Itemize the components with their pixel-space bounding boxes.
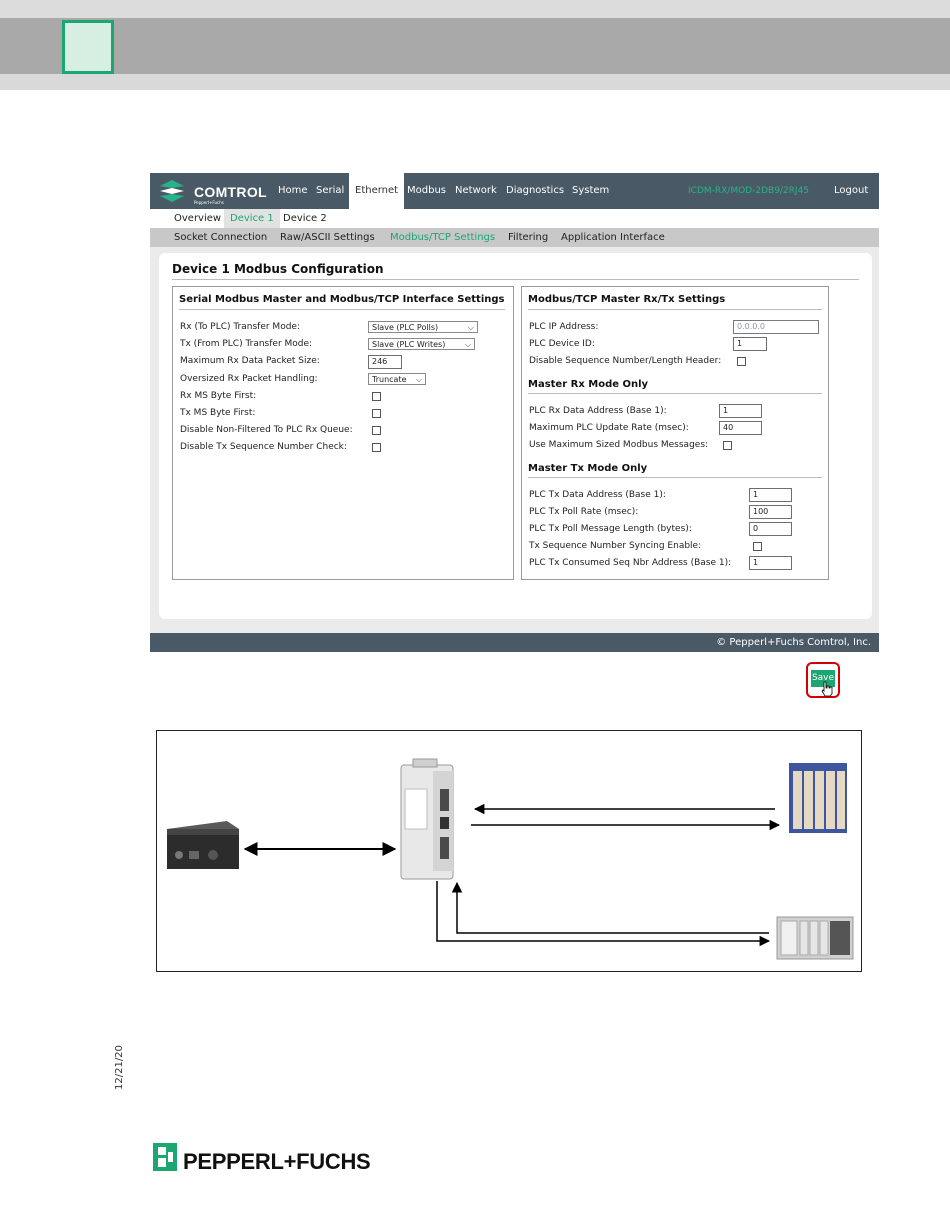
save-highlight bbox=[806, 662, 840, 698]
subnav-filtering[interactable]: Filtering bbox=[508, 232, 549, 243]
network-diagram bbox=[156, 730, 862, 972]
tx-section-divider bbox=[528, 477, 822, 478]
header-bottom-strip bbox=[0, 74, 950, 90]
gateway-device-icon bbox=[401, 759, 453, 879]
rx-mode-label: Rx (To PLC) Transfer Mode: bbox=[180, 322, 300, 332]
tab-overview[interactable]: Overview bbox=[174, 213, 222, 224]
top-navbar bbox=[150, 173, 879, 209]
disable-txseq-checkbox[interactable] bbox=[372, 443, 381, 452]
nav-system[interactable]: System bbox=[572, 185, 610, 196]
poll-length-input[interactable]: 0 bbox=[749, 522, 792, 536]
header-top-strip bbox=[0, 0, 950, 18]
plc-device-id-label: PLC Device ID: bbox=[529, 339, 595, 349]
subnav-modbus-tcp[interactable]: Modbus/TCP Settings bbox=[390, 232, 496, 243]
disable-nonfiltered-label: Disable Non-Filtered To PLC Rx Queue: bbox=[180, 425, 353, 435]
chevron-down-icon: ⌵ bbox=[464, 340, 471, 349]
seq-sync-checkbox[interactable] bbox=[753, 542, 762, 551]
seq-sync-label: Tx Sequence Number Syncing Enable: bbox=[529, 541, 702, 551]
settings-subnav bbox=[150, 228, 879, 247]
poll-rate-label: PLC Tx Poll Rate (msec): bbox=[529, 507, 639, 517]
rx-mode-select[interactable] bbox=[368, 321, 478, 333]
max-rx-input[interactable]: 246 bbox=[368, 355, 402, 369]
tcp-master-panel bbox=[521, 286, 829, 580]
nav-network[interactable]: Network bbox=[455, 185, 497, 196]
oversized-label: Oversized Rx Packet Handling: bbox=[180, 374, 318, 384]
serial-settings-panel bbox=[172, 286, 514, 580]
left-panel-title: Serial Modbus Master and Modbus/TCP Interface Settings bbox=[179, 294, 505, 305]
plc-device-id-input[interactable]: 1 bbox=[733, 337, 767, 351]
pepperl-fuchs-logo-icon bbox=[153, 1143, 177, 1171]
disable-nonfiltered-checkbox[interactable] bbox=[372, 426, 381, 435]
serial-device-icon bbox=[167, 821, 239, 869]
page-title: Device 1 Modbus Configuration bbox=[172, 262, 384, 276]
nav-ethernet[interactable]: Ethernet bbox=[349, 173, 404, 209]
right-panel-title: Modbus/TCP Master Rx/Tx Settings bbox=[528, 294, 726, 305]
brand-name: COMTROL bbox=[194, 184, 267, 200]
rx-section-divider bbox=[528, 393, 822, 394]
nav-diagnostics[interactable]: Diagnostics bbox=[506, 185, 565, 196]
max-update-rate-label: Maximum PLC Update Rate (msec): bbox=[529, 423, 689, 433]
logout-link[interactable]: Logout bbox=[834, 185, 869, 196]
disable-seq-label: Disable Sequence Number/Length Header: bbox=[529, 356, 722, 366]
tab-device-1[interactable]: Device 1 bbox=[224, 209, 280, 228]
rx-ms-label: Rx MS Byte First: bbox=[180, 391, 257, 401]
company-name: PEPPERL+FUCHS bbox=[183, 1149, 371, 1174]
disable-txseq-label: Disable Tx Sequence Number Check: bbox=[180, 442, 347, 452]
device-tabs bbox=[150, 209, 879, 228]
tx-mode-value: Slave (PLC Writes) bbox=[372, 340, 446, 349]
subnav-application-interface[interactable]: Application Interface bbox=[561, 232, 665, 243]
chevron-down-icon: ⌵ bbox=[415, 375, 422, 384]
plc-ip-input[interactable]: 0.0.0.0 bbox=[733, 320, 819, 334]
oversized-value: Truncate bbox=[372, 375, 407, 384]
hand-cursor-icon bbox=[820, 681, 834, 697]
oversized-select[interactable] bbox=[368, 373, 426, 385]
left-panel-divider bbox=[179, 309, 505, 310]
nav-modbus[interactable]: Modbus bbox=[407, 185, 446, 196]
consumed-seq-input[interactable]: 1 bbox=[749, 556, 792, 570]
footer-bar bbox=[150, 633, 879, 652]
use-max-checkbox[interactable] bbox=[723, 441, 732, 450]
diagram-drawing bbox=[157, 731, 861, 971]
tab-device-2[interactable]: Device 2 bbox=[283, 213, 327, 224]
rx-mode-section-title: Master Rx Mode Only bbox=[528, 379, 649, 390]
comtrol-logo bbox=[158, 178, 278, 204]
copyright: © Pepperl+Fuchs Comtrol, Inc. bbox=[716, 637, 871, 648]
disable-seq-checkbox[interactable] bbox=[737, 357, 746, 366]
brand-sub: Pepperl+Fuchs bbox=[194, 200, 224, 205]
tx-ms-checkbox[interactable] bbox=[372, 409, 381, 418]
header-band bbox=[0, 18, 950, 74]
rx-address-input[interactable]: 1 bbox=[719, 404, 762, 418]
revision-date: 12/21/20 bbox=[114, 1045, 125, 1090]
tx-mode-label: Tx (From PLC) Transfer Mode: bbox=[180, 339, 313, 349]
use-max-label: Use Maximum Sized Modbus Messages: bbox=[529, 440, 709, 450]
device-name: ICDM-RX/MOD-2DB9/2RJ45 bbox=[688, 186, 810, 196]
tx-ms-label: Tx MS Byte First: bbox=[180, 408, 256, 418]
max-rx-label: Maximum Rx Data Packet Size: bbox=[180, 356, 320, 366]
chevron-down-icon: ⌵ bbox=[467, 323, 474, 332]
rx-mode-value: Slave (PLC Polls) bbox=[372, 323, 439, 332]
controller-rack-icon bbox=[777, 917, 853, 959]
subnav-socket-connection[interactable]: Socket Connection bbox=[174, 232, 268, 243]
poll-rate-input[interactable]: 100 bbox=[749, 505, 792, 519]
rx-ms-checkbox[interactable] bbox=[372, 392, 381, 401]
chapter-marker bbox=[62, 20, 114, 74]
comtrol-logo-icon bbox=[158, 178, 186, 204]
tx-address-input[interactable]: 1 bbox=[749, 488, 792, 502]
poll-length-label: PLC Tx Poll Message Length (bytes): bbox=[529, 524, 692, 534]
max-update-rate-input[interactable]: 40 bbox=[719, 421, 762, 435]
web-ui-screenshot bbox=[150, 173, 879, 683]
save-button[interactable]: Save bbox=[811, 670, 835, 687]
plc-rack-icon bbox=[789, 763, 847, 833]
nav-serial[interactable]: Serial bbox=[316, 185, 345, 196]
subnav-raw-ascii[interactable]: Raw/ASCII Settings bbox=[280, 232, 375, 243]
tx-address-label: PLC Tx Data Address (Base 1): bbox=[529, 490, 666, 500]
rx-address-label: PLC Rx Data Address (Base 1): bbox=[529, 406, 667, 416]
right-panel-divider bbox=[528, 309, 822, 310]
tx-mode-section-title: Master Tx Mode Only bbox=[528, 463, 648, 474]
plc-ip-label: PLC IP Address: bbox=[529, 322, 599, 332]
consumed-seq-label: PLC Tx Consumed Seq Nbr Address (Base 1): bbox=[529, 558, 732, 568]
nav-home[interactable]: Home bbox=[278, 185, 308, 196]
tx-mode-select[interactable] bbox=[368, 338, 475, 350]
title-divider bbox=[172, 279, 859, 280]
